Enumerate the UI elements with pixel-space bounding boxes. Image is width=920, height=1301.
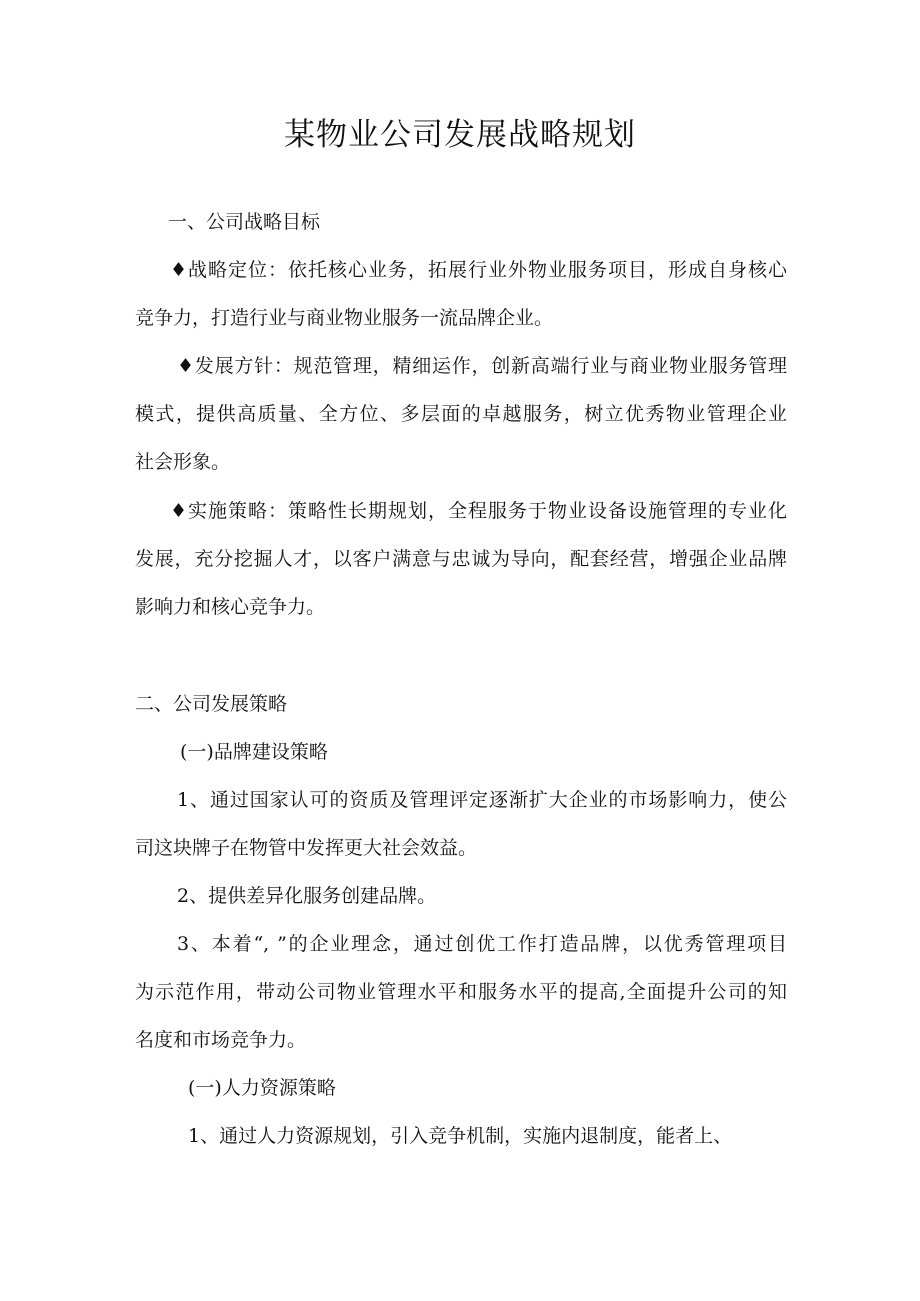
paragraph-line: 1、通过国家认可的资质及管理评定逐渐扩大企业的市场影响力，使公	[177, 789, 787, 811]
implementation-strategy-paragraph	[135, 487, 787, 631]
paragraph-line: 名度和市场竞争力。	[135, 1029, 307, 1051]
hr-strategy-heading: (一)人力资源策略	[188, 1077, 336, 1099]
brand-item-2-paragraph: 2、提供差异化服务创建品牌。	[177, 885, 437, 907]
paragraph-line: 影响力和核心竞争力。	[135, 596, 326, 618]
paragraph-line: 3、本着“, ”的企业理念，通过创优工作打造品牌，以优秀管理项目	[177, 933, 787, 955]
paragraph-line: 模式，提供高质量、全方位、多层面的卓越服务，树立优秀物业管理企业	[135, 403, 787, 425]
paragraph-line: 社会形象。	[135, 451, 231, 473]
development-policy-paragraph	[135, 342, 787, 486]
paragraph-line: 发展，充分挖掘人才，以客户满意与忠诚为导向，配套经营，增强企业品牌	[135, 548, 787, 570]
brand-item-1-paragraph	[135, 776, 787, 872]
section-2-heading: 二、公司发展策略	[135, 693, 288, 715]
document-title: 某物业公司发展战略规划	[284, 117, 636, 153]
strategic-positioning-paragraph	[135, 246, 787, 342]
paragraph-line: ♦战略定位：依托核心业务，拓展行业外物业服务项目，形成自身核心	[170, 259, 787, 281]
brand-strategy-heading: (一)品牌建设策略	[180, 741, 328, 763]
paragraph-line: ♦实施策略：策略性长期规划，全程服务于物业设备设施管理的专业化	[170, 500, 787, 522]
brand-item-3-paragraph	[135, 920, 787, 1064]
paragraph-line: 为示范作用，带动公司物业管理水平和服务水平的提高,全面提升公司的知	[135, 981, 787, 1003]
paragraph-line: ♦发展方针：规范管理，精细运作，创新高端行业与商业物业服务管理	[177, 355, 787, 377]
hr-item-1-paragraph: 1、通过人力资源规划，引入竞争机制，实施内退制度，能者上、	[188, 1125, 733, 1147]
paragraph-line: 司这块牌子在物管中发挥更大社会效益。	[135, 837, 478, 859]
section-1-heading: 一、公司战略目标	[168, 211, 321, 233]
paragraph-line: 竞争力，打造行业与商业物业服务一流品牌企业。	[135, 307, 554, 329]
